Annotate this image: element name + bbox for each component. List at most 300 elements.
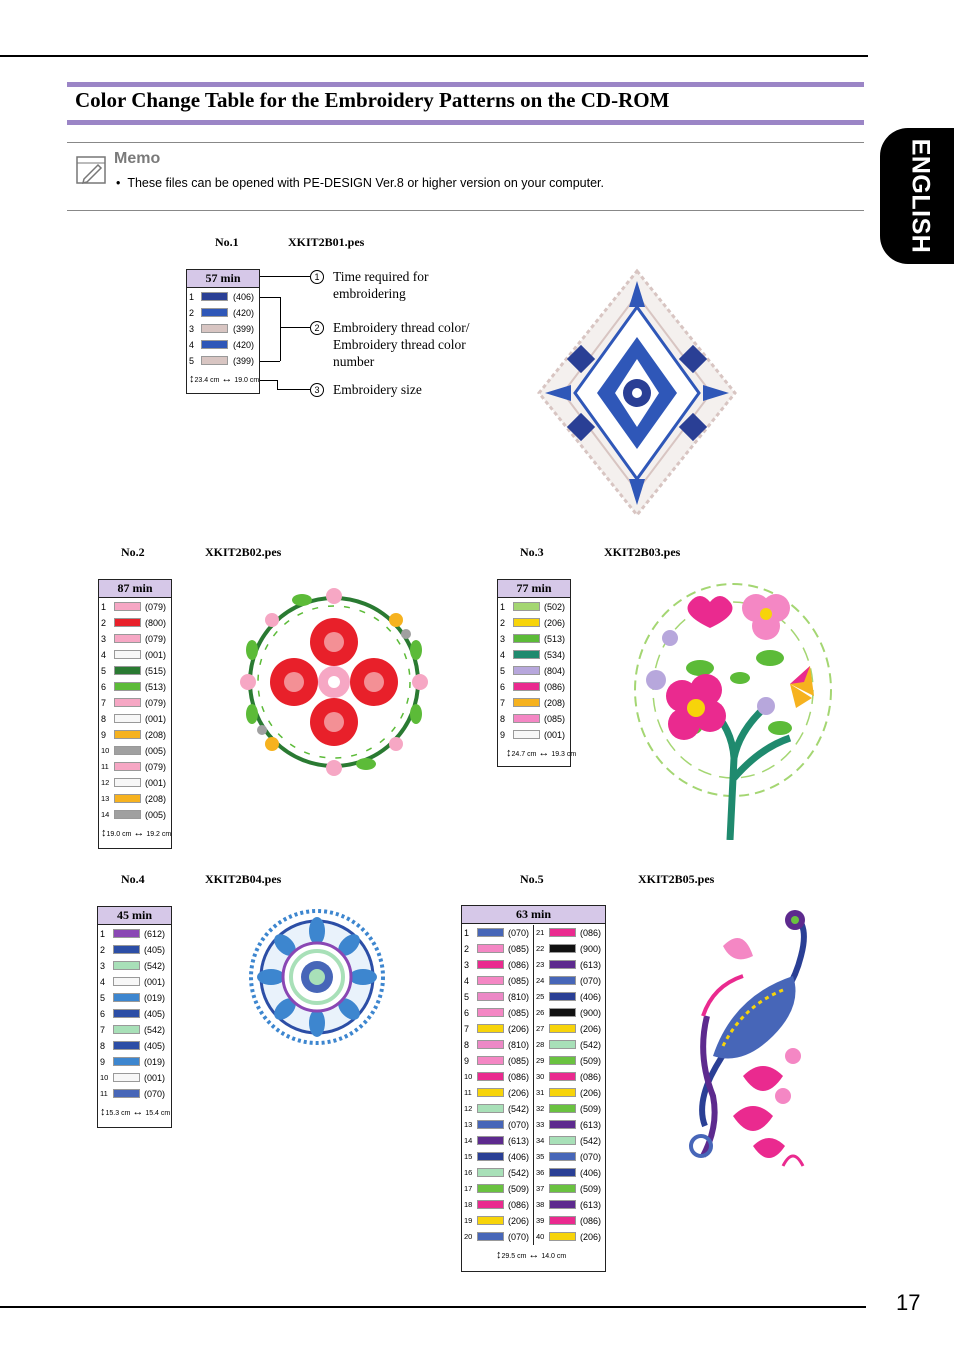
size-horizontal: 19.3 cm [551,751,577,758]
thread-color-swatch [477,1120,504,1129]
color-row [462,973,534,989]
thread-color-swatch [113,1089,140,1098]
color-index: 10 [100,1073,109,1082]
title-band-top [67,82,864,87]
thread-color-number: (208) [145,730,167,740]
pattern-4-number: No.4 [121,872,145,886]
thread-color-number: (513) [145,682,167,692]
color-index: 3 [101,634,107,644]
thread-color-number: (086) [508,1072,530,1082]
color-index: 1 [464,928,470,938]
color-index: 5 [100,993,106,1003]
thread-color-number: (206) [580,1088,602,1098]
size-vertical: 23.4 cm [194,377,220,384]
memo-body: These files can be opened with PE-DESIGN Ver.8 or higher version on your computer. [127,176,604,190]
color-row [462,1117,534,1133]
color-index: 4 [100,977,106,987]
thread-color-swatch [549,1232,576,1241]
thread-color-number: (085) [508,1008,530,1018]
thread-color-number: (800) [145,618,167,628]
color-index: 1 [500,602,506,612]
thread-color-swatch [513,618,540,627]
thread-color-swatch [549,1072,576,1081]
color-index: 9 [100,1057,106,1067]
vertical-size-icon: ↕ [101,827,107,839]
color-row [498,631,572,647]
pattern-1-number: No.1 [215,235,239,249]
color-index: 24 [536,976,545,985]
time-required: 77 min [498,580,570,598]
thread-color-swatch [114,810,141,819]
thread-color-number: (206) [508,1088,530,1098]
horizontal-size-icon: ↔ [528,1249,540,1261]
horizontal-size-icon: ↔ [221,373,233,385]
color-index: 2 [500,618,506,628]
thread-color-swatch [113,977,140,986]
color-index: 6 [101,682,107,692]
thread-color-number: (206) [580,1232,602,1242]
color-index: 7 [500,698,506,708]
color-row [462,1085,534,1101]
thread-color-swatch [477,1008,504,1017]
color-row [99,679,173,695]
embroidery-size [189,373,259,385]
vertical-size-icon: ↕ [100,1106,106,1118]
pattern-4-file: XKIT2B04.pes [205,872,282,886]
color-index: 39 [536,1216,545,1225]
thread-color-number: (542) [144,1025,166,1035]
thread-color-swatch [549,1008,576,1017]
color-index: 34 [536,1136,545,1145]
color-row [99,647,173,663]
color-row [187,337,261,353]
size-horizontal: 19.0 cm [234,377,260,384]
thread-color-swatch [513,698,540,707]
thread-color-number: (019) [144,1057,166,1067]
thread-color-number: (086) [508,960,530,970]
time-required: 87 min [99,580,171,598]
color-index: 33 [536,1120,545,1129]
legend-number-3: 3 [310,383,324,397]
thread-color-number: (542) [144,961,166,971]
color-row [98,942,173,958]
color-index: 7 [101,698,107,708]
color-index: 3 [464,960,470,970]
pattern-1-embroidery-image [535,267,739,519]
color-index: 31 [536,1088,545,1097]
color-index: 11 [464,1088,472,1097]
thread-color-number: (509) [580,1184,602,1194]
color-table-2 [98,579,172,849]
color-row [462,1005,534,1021]
page-title: Color Change Table for the Embroidery Patterns on the CD-ROM [75,88,670,112]
thread-color-number: (542) [580,1136,602,1146]
bottom-rule [0,1306,866,1308]
color-index: 16 [464,1168,473,1177]
thread-color-number: (613) [508,1136,530,1146]
color-index: 6 [464,1008,470,1018]
color-row [462,1101,534,1117]
callout-line-2d [280,327,310,328]
thread-color-number: (070) [508,1232,530,1242]
thread-color-number: (810) [508,992,530,1002]
color-index: 3 [189,324,195,334]
thread-color-swatch [114,618,141,627]
color-index: 11 [100,1089,108,1098]
legend-text-1-line-1: Time required for [333,269,429,284]
memo-top-rule [67,142,864,143]
thread-color-swatch [114,634,141,643]
thread-color-number: (079) [145,634,167,644]
thread-color-number: (804) [544,666,566,676]
color-row [498,727,572,743]
thread-color-number: (079) [145,698,167,708]
legend-text-2-line-3: number [333,354,375,369]
thread-color-number: (086) [580,1072,602,1082]
legend-text-3 [333,381,422,398]
thread-color-number: (542) [508,1168,530,1178]
color-row [462,1021,534,1037]
thread-color-swatch [113,1073,140,1082]
legend-text-3-line-1: Embroidery size [333,382,422,397]
thread-color-swatch [513,730,540,739]
color-row [498,615,572,631]
legend-text-2 [333,319,469,370]
color-index: 37 [536,1184,545,1193]
color-row [99,663,173,679]
thread-color-number: (406) [233,292,255,302]
callout-line-2b [280,297,281,361]
pattern-1-file: XKIT2B01.pes [288,235,365,249]
thread-color-number: (420) [233,308,255,318]
memo-bottom-rule [67,210,864,211]
thread-color-swatch [477,1072,504,1081]
color-row [498,711,572,727]
thread-color-number: (900) [580,944,602,954]
thread-color-number: (001) [145,778,167,788]
legend-text-2-line-2: Embroidery thread color [333,337,466,352]
thread-color-swatch [549,1184,576,1193]
column-divider [533,925,534,1245]
thread-color-number: (085) [508,976,530,986]
callout-line-3c [277,389,310,390]
thread-color-number: (001) [145,650,167,660]
color-row [187,353,261,369]
thread-color-number: (502) [544,602,566,612]
thread-color-swatch [549,992,576,1001]
thread-color-swatch [513,714,540,723]
size-vertical: 15.3 cm [105,1110,131,1117]
color-row [99,695,173,711]
thread-color-swatch [477,992,504,1001]
color-index: 13 [101,794,110,803]
thread-color-number: (509) [508,1184,530,1194]
thread-color-number: (405) [144,945,166,955]
color-row [98,1038,173,1054]
thread-color-number: (613) [580,1200,602,1210]
thread-color-swatch [477,1040,504,1049]
thread-color-swatch [477,1200,504,1209]
color-row [99,791,173,807]
color-row [99,743,173,759]
horizontal-size-icon: ↔ [538,747,550,759]
color-index: 23 [536,960,545,969]
color-row [99,631,173,647]
color-row [187,289,261,305]
thread-color-number: (001) [145,714,167,724]
color-index: 28 [536,1040,545,1049]
color-row [187,305,261,321]
color-index: 12 [464,1104,473,1113]
thread-color-swatch [113,1057,140,1066]
thread-color-number: (086) [580,928,602,938]
thread-color-swatch [201,324,228,333]
thread-color-swatch [549,1104,576,1113]
color-index: 1 [100,929,106,939]
color-index: 26 [536,1008,545,1017]
thread-color-swatch [114,698,141,707]
color-row [462,1213,534,1229]
thread-color-swatch [549,944,576,953]
legend-text-1 [333,268,428,302]
thread-color-swatch [477,1232,504,1241]
thread-color-swatch [549,1120,576,1129]
color-index: 6 [100,1009,106,1019]
thread-color-swatch [114,682,141,691]
thread-color-number: (001) [544,730,566,740]
color-row [98,974,173,990]
thread-color-swatch [113,929,140,938]
legend-number-2: 2 [310,321,324,335]
color-row [98,958,173,974]
color-index: 14 [464,1136,473,1145]
color-row [534,973,606,989]
thread-color-number: (206) [508,1024,530,1034]
vertical-size-icon: ↕ [496,1249,502,1261]
thread-color-number: (208) [145,794,167,804]
thread-color-number: (399) [233,356,255,366]
memo-notepad-icon [76,155,106,185]
callout-line-1 [260,276,310,277]
thread-color-swatch [549,960,576,969]
color-index: 4 [500,650,506,660]
pattern-5-number: No.5 [520,872,544,886]
color-row [534,1037,606,1053]
thread-color-number: (079) [145,602,167,612]
thread-color-number: (085) [508,1056,530,1066]
pattern-2-number: No.2 [121,545,145,559]
color-index: 8 [100,1041,106,1051]
color-row [462,1149,534,1165]
callout-line-3a [260,380,278,381]
thread-color-swatch [114,778,141,787]
thread-color-number: (810) [508,1040,530,1050]
color-index: 2 [464,944,470,954]
thread-color-number: (406) [580,992,602,1002]
thread-color-swatch [549,1168,576,1177]
color-index: 7 [100,1025,106,1035]
memo-text [116,176,604,190]
color-index: 40 [536,1232,545,1241]
color-index: 30 [536,1072,545,1081]
color-index: 1 [101,602,107,612]
color-index: 9 [464,1056,470,1066]
color-index: 22 [536,944,545,953]
thread-color-number: (085) [508,944,530,954]
color-row [462,1197,534,1213]
color-index: 19 [464,1216,473,1225]
thread-color-number: (001) [144,977,166,987]
color-row [462,1069,534,1085]
color-row [99,727,173,743]
color-index: 9 [500,730,506,740]
color-row [462,925,534,941]
color-row [534,1133,606,1149]
size-vertical: 19.0 cm [106,831,132,838]
time-required: 45 min [98,907,171,925]
thread-color-number: (070) [508,928,530,938]
color-row [462,941,534,957]
color-row [462,1229,534,1245]
color-row [534,1165,606,1181]
color-index: 8 [101,714,107,724]
color-row [534,1229,606,1245]
thread-color-swatch [549,1152,576,1161]
color-index: 38 [536,1200,545,1209]
color-index: 32 [536,1104,545,1113]
thread-color-swatch [477,976,504,985]
color-row [534,1053,606,1069]
color-row [462,1037,534,1053]
thread-color-number: (086) [508,1200,530,1210]
thread-color-number: (206) [508,1216,530,1226]
memo-label: Memo [114,150,161,167]
thread-color-number: (406) [580,1168,602,1178]
thread-color-number: (542) [508,1104,530,1114]
thread-color-swatch [549,1056,576,1065]
callout-line-2a [260,297,280,298]
thread-color-swatch [114,794,141,803]
color-row [534,1149,606,1165]
thread-color-swatch [114,730,141,739]
thread-color-swatch [549,928,576,937]
thread-color-swatch [477,1056,504,1065]
color-index: 2 [189,308,195,318]
pattern-3-number: No.3 [520,545,544,559]
color-index: 2 [101,618,107,628]
color-index: 11 [101,762,109,771]
color-row [187,321,261,337]
color-row [534,1117,606,1133]
color-index: 5 [464,992,470,1002]
thread-color-number: (208) [544,698,566,708]
color-row [98,1086,173,1102]
color-index: 36 [536,1168,545,1177]
thread-color-number: (399) [233,324,255,334]
color-row [498,647,572,663]
thread-color-swatch [549,1040,576,1049]
color-row [534,1005,606,1021]
color-index: 17 [464,1184,473,1193]
color-index: 9 [101,730,107,740]
color-row [534,1085,606,1101]
thread-color-number: (085) [544,714,566,724]
thread-color-number: (086) [580,1216,602,1226]
pattern-2-embroidery-image [232,580,436,784]
color-index: 18 [464,1200,473,1209]
color-row [98,1070,173,1086]
page-number: 17 [896,1290,921,1315]
color-index: 4 [464,976,470,986]
thread-color-swatch [549,1136,576,1145]
thread-color-swatch [513,650,540,659]
color-row [498,679,572,695]
language-tab-label: ENGLISH [906,138,935,254]
color-table-3 [497,579,577,767]
thread-color-number: (079) [145,762,167,772]
size-horizontal: 14.0 cm [541,1253,567,1260]
color-row [498,599,572,615]
thread-color-number: (005) [145,746,167,756]
thread-color-swatch [477,960,504,969]
color-index: 5 [101,666,107,676]
color-index: 3 [500,634,506,644]
thread-color-swatch [477,1104,504,1113]
thread-color-swatch [549,1088,576,1097]
thread-color-swatch [477,944,504,953]
thread-color-swatch [113,945,140,954]
color-index: 13 [464,1120,473,1129]
pattern-5-embroidery-image [683,906,818,1184]
thread-color-swatch [114,666,141,675]
color-index: 25 [536,992,545,1001]
color-row [498,663,572,679]
thread-color-number: (534) [544,650,566,660]
color-row [534,1021,606,1037]
color-table-5 [461,905,606,1272]
color-row [534,941,606,957]
pattern-4-embroidery-image [247,907,387,1047]
color-row [534,989,606,1005]
thread-color-swatch [477,1168,504,1177]
thread-color-number: (070) [580,1152,602,1162]
thread-color-number: (019) [144,993,166,1003]
color-index: 35 [536,1152,545,1161]
color-index: 4 [101,650,107,660]
size-horizontal: 15.4 cm [145,1110,171,1117]
color-row [99,759,173,775]
thread-color-number: (542) [580,1040,602,1050]
legend-text-1-line-2: embroidering [333,286,406,301]
pattern-5-file: XKIT2B05.pes [638,872,715,886]
color-row [98,990,173,1006]
embroidery-size [101,827,171,839]
color-index: 12 [101,778,110,787]
thread-color-number: (070) [580,976,602,986]
thread-color-swatch [477,1216,504,1225]
color-index: 2 [100,945,106,955]
thread-color-swatch [113,1041,140,1050]
color-row [462,989,534,1005]
top-rule [0,55,868,57]
thread-color-swatch [549,1200,576,1209]
callout-line-2c [260,361,280,362]
thread-color-number: (406) [508,1152,530,1162]
legend-number-1: 1 [310,270,324,284]
color-row [99,599,173,615]
color-index: 20 [464,1232,473,1241]
embroidery-size [506,747,576,759]
